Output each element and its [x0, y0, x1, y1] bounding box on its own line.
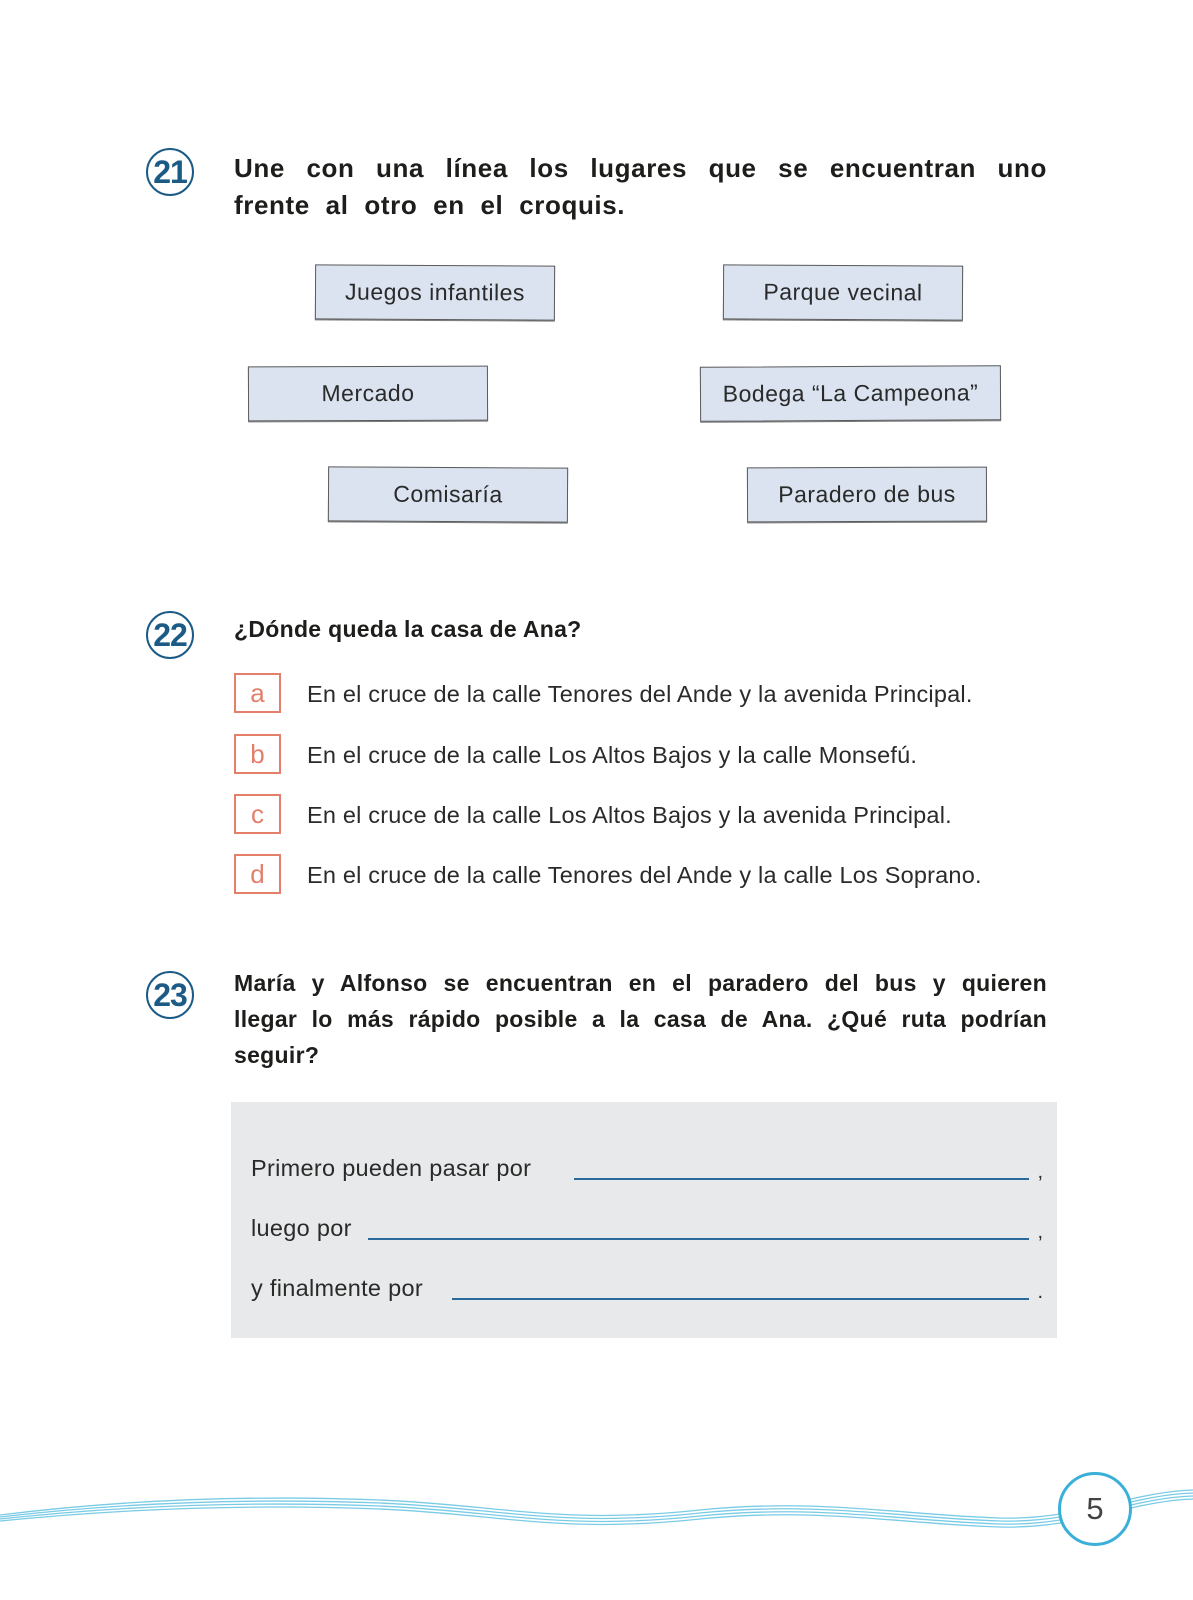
answer-row-2: [251, 1212, 1043, 1248]
page-number: 5: [1058, 1472, 1132, 1546]
question-number-21: 21: [146, 148, 194, 196]
place-box-juegos-infantiles[interactable]: Juegos infantiles: [315, 264, 555, 320]
answer-row-2-line[interactable]: [368, 1238, 1029, 1240]
place-box-parque-vecinal[interactable]: Parque vecinal: [723, 264, 963, 320]
place-box-comisaria[interactable]: Comisaría: [328, 466, 568, 522]
answer-row-3-line[interactable]: [452, 1298, 1029, 1300]
place-box-mercado[interactable]: Mercado: [248, 366, 488, 422]
answer-row-3: [251, 1272, 1043, 1308]
answer-row-1-punct: ,: [1037, 1161, 1043, 1183]
question-number-23: 23: [146, 971, 194, 1019]
option-b-box[interactable]: b: [234, 734, 281, 774]
option-a-box[interactable]: a: [234, 673, 281, 713]
option-c-text: En el cruce de la calle Los Altos Bajos y la avenida Principal.: [307, 802, 952, 828]
question-22-prompt: ¿Dónde queda la casa de Ana?: [234, 616, 582, 642]
question-21-prompt: Une con una línea los lugares que se encuentran uno frente al otro en el croquis.: [234, 153, 1047, 220]
wave-decoration: [0, 1470, 1193, 1550]
answer-row-3-label: y finalmente por: [251, 1275, 423, 1301]
option-c-box[interactable]: c: [234, 794, 281, 834]
option-d-box[interactable]: d: [234, 854, 281, 894]
place-box-bodega[interactable]: Bodega “La Campeona”: [700, 365, 1001, 422]
option-b-text: En el cruce de la calle Los Altos Bajos y la calle Monsefú.: [307, 742, 918, 768]
answer-row-1: [251, 1152, 1043, 1188]
place-box-paradero-de-bus[interactable]: Paradero de bus: [747, 467, 987, 523]
option-a-text: En el cruce de la calle Tenores del Ande y la avenida Principal.: [307, 681, 973, 707]
answer-row-3-punct: .: [1037, 1281, 1043, 1303]
answer-row-1-label: Primero pueden pasar por: [251, 1155, 532, 1181]
option-d-text: En el cruce de la calle Tenores del Ande y la calle Los Soprano.: [307, 862, 982, 888]
answer-row-2-punct: ,: [1037, 1221, 1043, 1243]
question-number-22: 22: [146, 611, 194, 659]
answer-row-2-label: luego por: [251, 1215, 352, 1241]
answer-row-1-line[interactable]: [574, 1178, 1029, 1180]
answer-panel: [231, 1102, 1057, 1338]
question-23-prompt: María y Alfonso se encuentran en el paradero del bus y quieren llegar lo más rápido posible a la casa de Ana. ¿Qué ruta podrían seguir?: [234, 970, 1047, 1068]
